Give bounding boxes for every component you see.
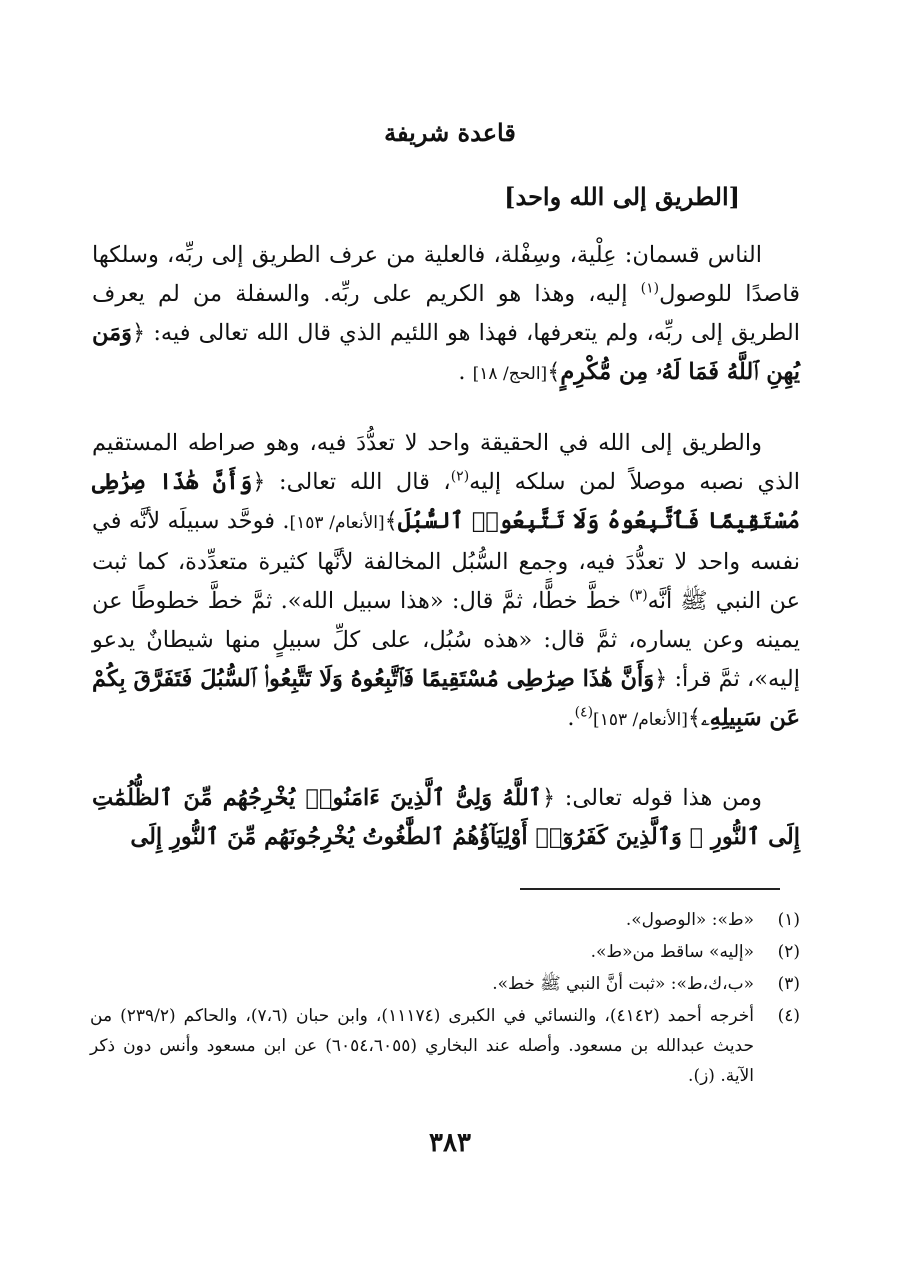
- paragraph-2: [92, 424, 800, 740]
- footnote-number: (١): [777, 910, 800, 930]
- page-number: ٣٨٣: [429, 1128, 471, 1158]
- verse-reference: [الحج/ ١٨]: [472, 364, 548, 384]
- paragraph-2-text-d: خطَّ خطًّا، ثمَّ قال: «هذا سبيل الله». ثمَّ خطَّ خطوطًا عن يمينه وعن يساره، ثمَّ قال: «هذه سُبُل، على كلِّ سبيلٍ منها شيطانٌ يدعو إليه»، ثمَّ قرأ:: [92, 588, 801, 692]
- quran-verse-anam-153-short: وَأَنَّ هَٰذَا صِرَٰطِى مُسْتَقِيمًا فَٱتَّبِعُوهُ وَلَا تَتَّبِعُوا۟ ٱلسُّبُلَ: [92, 469, 800, 534]
- paragraph-1-text-b: إليه، وهذا هو الكريم على ربِّه. والسفلة من لم يعرف الطريق إلى ربِّه، ولم يتعرفها، فهذا هو اللئيم الذي قال الله تعالى فيه:: [92, 281, 800, 346]
- paragraph-2-text-c: . فوحَّد سبيلَه لأنَّه في نفسه واحد لا تعدُّدَ فيه، وجمع السُّبُل المخالفة لأنَّها كثيرة متعدِّدة، كما ثبت عن النبي ﷺ أنَّه: [92, 508, 800, 614]
- footnote-number: (٢): [777, 942, 800, 962]
- verse-reference: [الأنعام/ ١٥٣]: [593, 710, 688, 730]
- footnote-item: [90, 969, 800, 999]
- paragraph-2-text-b: ، قال الله تعالى:: [265, 469, 451, 495]
- page-title: قاعدة شريفة: [384, 118, 516, 147]
- quran-verse-anam-153-full: وَأَنَّ هَٰذَا صِرَٰطِى مُسْتَقِيمًا فَٱتَّبِعُوهُ وَلَا تَتَّبِعُوا۟ ٱلسُّبُلَ فَتَفَرَّقَ بِكُمْ عَن سَبِيلِهِۦ: [92, 666, 800, 731]
- paragraph-1-end: .: [458, 359, 473, 385]
- quran-bracket-open: ﴿: [132, 320, 146, 346]
- quran-verse-baqarah-257: ٱللَّهُ وَلِىُّ ٱلَّذِينَ ءَامَنُوا۟ يُخْرِجُهُم مِّنَ ٱلظُّلُمَٰتِ إِلَى ٱلنُّورِ ۖ وَٱلَّذِينَ كَفَرُوٓا۟ أَوْلِيَآؤُهُمُ ٱلطَّٰغُوتُ يُخْرِجُونَهُم مِّنَ ٱلنُّورِ إِلَى: [92, 785, 800, 850]
- paragraph-2-text-a: والطريق إلى الله في الحقيقة واحد لا تعدُّدَ فيه، وهو صراطه المستقيم الذي نصبه موصلاً لمن سلكه إليه: [92, 430, 800, 495]
- quran-verse-hajj-18: وَمَن يُهِنِ ٱللَّهُ فَمَا لَهُۥ مِن مُّكْرِمٍ: [92, 320, 800, 385]
- footnote-divider: [520, 888, 780, 890]
- footnote-number: (٣): [777, 974, 800, 994]
- footnote-marker-2: (٢): [450, 468, 470, 485]
- quran-bracket-open: ﴿: [252, 469, 266, 495]
- section-heading: [الطريق إلى الله واحد]: [504, 182, 740, 211]
- footnote-text: «ط»: «الوصول».: [625, 910, 754, 930]
- footnote-number: (٤): [777, 1006, 800, 1026]
- paragraph-3-text-a: ومن هذا قوله تعالى:: [555, 785, 763, 811]
- paragraph-1: [92, 236, 800, 394]
- quran-bracket-open: ﴿: [541, 785, 556, 811]
- paragraph-3: [92, 779, 800, 857]
- quran-bracket-open: ﴿: [654, 666, 668, 692]
- footnote-item: [90, 937, 800, 967]
- quran-bracket-close: ﴾: [687, 705, 702, 731]
- paragraph-1-text-a: الناس قسمان: عِلْية، وسِفْلة، فالعلية من عرف الطريق إلى ربِّه، وسلكها قاصدًا للوصول: [92, 242, 800, 307]
- footnotes: [90, 905, 800, 1093]
- footnote-marker-1: (١): [640, 280, 660, 297]
- footnote-text: أخرجه أحمد (٤١٤٢)، والنسائي في الكبرى (١١١٧٤)، وابن حبان (٧،٦)، والحاكم (٢٣٩/٢) من حديث عبدالله بن مسعود. وأصله عند البخاري (٦٠٥٤،٦٠٥٥) عن ابن مسعود وأنس دون ذكر الآية. (ز).: [90, 1006, 754, 1086]
- footnote-item: [90, 905, 800, 935]
- footnote-item: [90, 1001, 800, 1091]
- footnote-text: «ب،ك،ط»: «ثبت أنَّ النبي ﷺ خط».: [492, 974, 754, 994]
- quran-bracket-close: ﴾: [384, 508, 398, 534]
- quran-bracket-close: ﴾: [547, 359, 561, 385]
- paragraph-2-end: .: [567, 705, 575, 731]
- verse-reference: [الأنعام/ ١٥٣]: [289, 513, 385, 533]
- footnote-text: «إليه» ساقط من«ط».: [590, 942, 754, 962]
- footnote-marker-3: (٣): [629, 587, 648, 604]
- footnote-marker-4: (٤): [574, 704, 594, 721]
